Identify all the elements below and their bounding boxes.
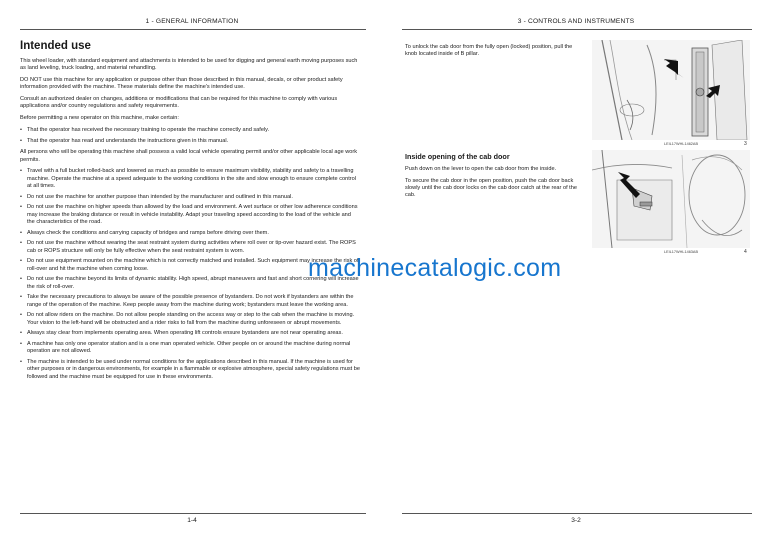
paragraph: Push down on the lever to open the cab door from the inside. [405,166,557,172]
right-header-rule [402,29,752,30]
right-footer-rule [402,513,752,514]
list-item: • The machine is intended to be used under normal conditions for the applications described in this manual. If the machine is used for other purposes or in dangerous environments, for example in a flammable or explosive atmosphere, special safety regulations must be followed and the machine must be equipped for use in these environments. [20,359,360,381]
paragraph: Consult an authorized dealer on changes, additions or modifications that can be required for this machine to comply with various applications and/or country regulations and safety requirements. [20,96,338,110]
unlock-text [405,44,583,63]
list-item: • Take the necessary precautions to always be aware of the possible presence of bystanders. Do not work if bystanders are within the range of the operation of the machine. Keep people away from the machine during work; bystanders must leave the working area. [20,294,360,308]
list-item: • Always check the conditions and carrying capacity of bridges and ramps before driving over them. [20,230,360,237]
list-item: • Always stay clear from implements operating area. When operating lift controls ensure bystanders are not near operating areas. [20,330,360,337]
right-page-number: 3-2 [571,517,581,524]
figure-caption: LEIL17WHL1462AB [664,142,698,146]
paragraph: This wheel loader, with standard equipment and attachments is intended to be used for digging and general earth moving purposes such as land leveling, truck loading, and material rehandling. [20,58,358,72]
left-footer-rule [20,513,366,514]
figure-number: 3 [744,141,747,147]
right-page-header: 3 - CONTROLS AND INSTRUMENTS [517,18,635,25]
paragraph: All persons who will be operating this machine shall possess a valid local vehicle operating permit and/or other applicable local age work permits. [20,149,358,163]
inside-opening-text [405,166,583,204]
list-item: • Do not use the machine on higher speeds than allowed by the load and environment. A wet surface or other low adherence conditions may increase the braking distance or result in vehicle instability. Adapt your traveling speed according to the load of the vehicle and the characteristics of the road. [20,204,360,226]
list-item: • Do not use equipment mounted on the machine which is not correctly matched and installed. Such equipment may increase the risk of roll-over and hit the machine when coming loose. [20,258,360,272]
list-item: • Do not use the machine for another purpose than intended by the manufacturer and outlined in this manual. [20,194,360,201]
paragraph: To unlock the cab door from the fully open (locked) position, pull the knob located inside of B pillar. [405,44,573,58]
list-item: • Do not allow riders on the machine. Do not allow people standing on the access way or step to the cab when the machine is moving. Your vision to the left-hand will be obstructed and a rider risks to fall from the machine during unforeseen or abrupt movements. [20,312,360,326]
list-item: • Travel with a full bucket rolled-back and lowered as much as possible to ensure maximum visibility, stability and safety to a travelling machine. Operate the machine at a speed adequate to the working conditions in the site and slow enough to ensure complete control at all times. [20,168,360,190]
paragraph: Before permitting a new operator on this machine, make certain: [20,115,179,121]
list-item: • Do not use the machine without wearing the seat restraint system during activities where roll over or tip-over hazard exist. The ROPS cab or ROPS structure will only be fully effective when the seat restraint system is worn. [20,240,360,254]
paragraph: To secure the cab door in the open position, push the cab door back slowly until the cab door locks on the cab door catch at the rear of the cab. [405,177,577,199]
list-item: • That the operator has read and understands the instructions given in this manual. [20,138,360,145]
cab-door-knob-photo [592,40,750,140]
watermark: machinecatalogic.com [308,254,562,282]
left-page-header: 1 - GENERAL INFORMATION [145,18,239,25]
left-body [20,58,360,385]
figure-number: 4 [744,249,747,255]
left-page-number: 1-4 [187,517,197,524]
list-item: • A machine has only one operator station and is a one man operated vehicle. Other people on or around the machine during normal operation are not allowed. [20,341,360,355]
section-title: Intended use [20,40,91,52]
cab-door-lever-photo [592,150,750,248]
paragraph: DO NOT use this machine for any application or purpose other than those described in this manual, decals, or other product safety information provided with the machine. These materials define the machine's intended use. [20,77,343,91]
section-subtitle: Inside opening of the cab door [405,152,510,161]
operator-checklist [20,127,360,145]
left-header-rule [20,29,366,30]
list-item: • That the operator has received the necessary training to operate the machine correctly and safely. [20,127,360,134]
figure-caption: LEIL17WHL1463AB [664,250,698,254]
list-item: • Do not use the machine beyond its limits of dynamic stability. High speed, abrupt maneuvers and fast and short cornering will increase the risk of roll-over. [20,276,360,290]
